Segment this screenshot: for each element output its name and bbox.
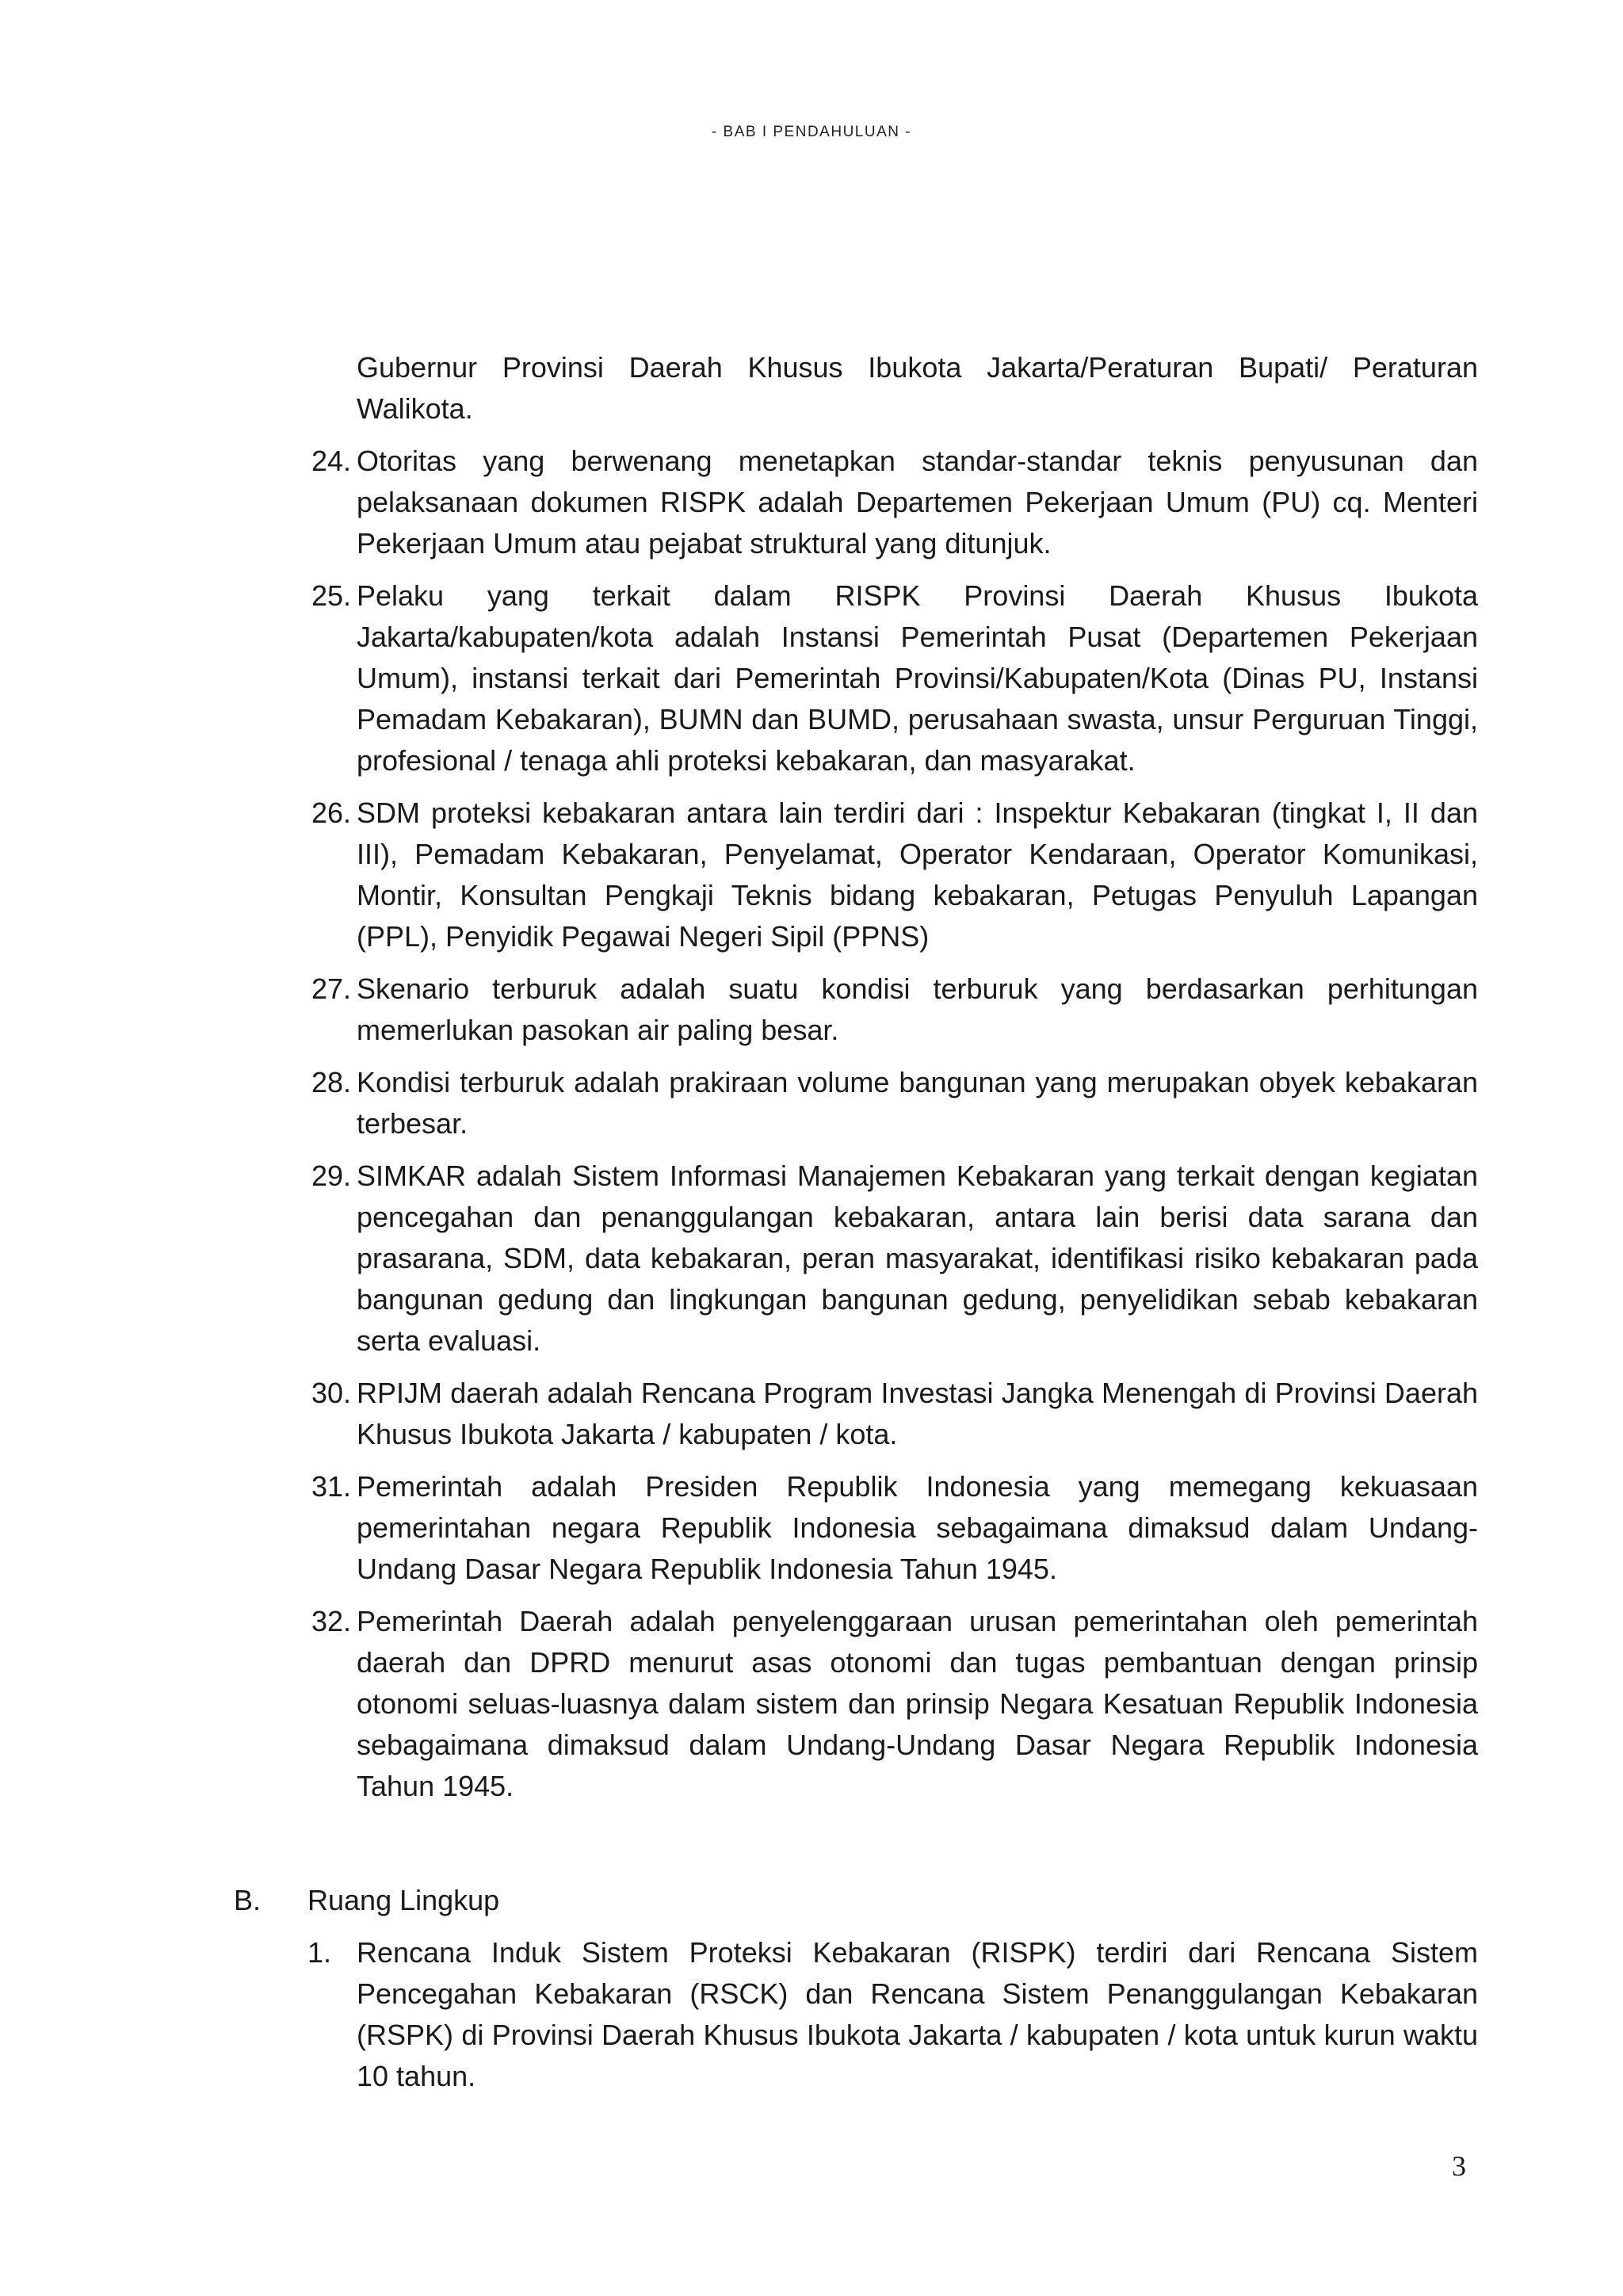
list-item-number: 31. <box>311 1470 351 1503</box>
list-item-number: 26. <box>311 797 351 829</box>
list-item <box>311 1373 1478 1455</box>
list-item-number: 28. <box>311 1066 351 1098</box>
list-item <box>311 968 1478 1051</box>
list-item <box>311 1062 1478 1144</box>
definition-list <box>0 347 1623 1807</box>
list-item-text: Rencana Induk Sistem Proteksi Kebakaran (RISPK) terdiri dari Rencana Sistem Pencegahan Kebakaran (RSCK) dan Rencana Sistem Penanggulangan Kebakaran (RSPK) di Provinsi Daerah Khusus Ibukota Jakarta / kabupaten / kota untuk kurun waktu 10 tahun. <box>357 1936 1478 2092</box>
section-letter: B. <box>234 1884 262 1916</box>
list-item <box>311 793 1478 957</box>
list-item-text: Otoritas yang berwenang menetapkan standar-standar teknis penyusunan dan pelaksanaan dokumen RISPK adalah Departemen Pekerjaan Umum (PU) cq. Menteri Pekerjaan Umum atau pejabat struktural yang ditunjuk. <box>357 445 1478 560</box>
list-item-number: 25. <box>311 579 351 612</box>
list-item-text: SIMKAR adalah Sistem Informasi Manajemen Kebakaran yang terkait dengan kegiatan pencegahan dan penanggulangan kebakaran, antara lain berisi data sarana dan prasarana, SDM, data kebakaran, peran masyarakat, identifikasi risiko kebakaran pada bangunan gedung dan lingkungan bangunan gedung, penyelidikan sebab kebakaran serta evaluasi. <box>357 1159 1478 1357</box>
list-item-text: Pemerintah adalah Presiden Republik Indonesia yang memegang kekuasaan pemerintahan negara Republik Indonesia sebagaimana dimaksud dalam Undang-Undang Dasar Negara Republik Indonesia Tahun 1945. <box>357 1470 1478 1585</box>
list-item <box>311 575 1478 781</box>
page-number: 3 <box>1452 2150 1466 2182</box>
list-item-text: Skenario terburuk adalah suatu kondisi terburuk yang berdasarkan perhitungan memerlukan pasokan air paling besar. <box>357 972 1478 1046</box>
list-item-text: RPIJM daerah adalah Rencana Program Investasi Jangka Menengah di Provinsi Daerah Khusus Ibukota Jakarta / kabupaten / kota. <box>357 1377 1478 1450</box>
list-item-text: SDM proteksi kebakaran antara lain terdiri dari : Inspektur Kebakaran (tingkat I, II dan III), Pemadam Kebakaran, Penyelamat, Operator Kendaraan, Operator Komunikasi, Montir, Konsultan Pengkaji Teknis bidang kebakaran, Petugas Penyuluh Lapangan (PPL), Penyidik Pegawai Negeri Sipil (PPNS) <box>357 797 1478 953</box>
list-item-number: 1. <box>307 1936 332 1969</box>
list-item-number: 24. <box>311 445 351 477</box>
list-item <box>311 1156 1478 1362</box>
section-title: Ruang Lingkup <box>307 1884 500 1916</box>
list-item <box>311 441 1478 564</box>
list-item <box>307 1932 1478 2097</box>
list-item-text: Pelaku yang terkait dalam RISPK Provinsi Daerah Khusus Ibukota Jakarta/kabupaten/kota adalah Instansi Pemerintah Pusat (Departemen Pekerjaan Umum), instansi terkait dari Pemerintah Provinsi/Kabupaten/Kota (Dinas PU, Instansi Pemadam Kebakaran), BUMN dan BUMD, perusahaan swasta, unsur Perguruan Tinggi, profesional / tenaga ahli proteksi kebakaran, dan masyarakat. <box>357 579 1478 777</box>
list-item <box>311 1601 1478 1807</box>
list-item-number: 29. <box>311 1159 351 1192</box>
running-header: - BAB I PENDAHULUAN - <box>711 124 912 140</box>
list-item-text: Pemerintah Daerah adalah penyelenggaraan urusan pemerintahan oleh pemerintah daerah dan DPRD menurut asas otonomi dan tugas pembantuan dengan prinsip otonomi seluas-luasnya dalam sistem dan prinsip Negara Kesatuan Republik Indonesia sebagaimana dimaksud dalam Undang-Undang Dasar Negara Republik Indonesia Tahun 1945. <box>357 1605 1478 1802</box>
list-item-number: 32. <box>311 1605 351 1637</box>
list-item-text: Kondisi terburuk adalah prakiraan volume bangunan yang merupakan obyek kebakaran terbesar. <box>357 1066 1478 1140</box>
continuation-paragraph: Gubernur Provinsi Daerah Khusus Ibukota Jakarta/Peraturan Bupati/ Peraturan Walikota. <box>357 351 1478 425</box>
list-item <box>311 1466 1478 1590</box>
list-item-number: 30. <box>311 1377 351 1409</box>
list-item-number: 27. <box>311 972 351 1005</box>
